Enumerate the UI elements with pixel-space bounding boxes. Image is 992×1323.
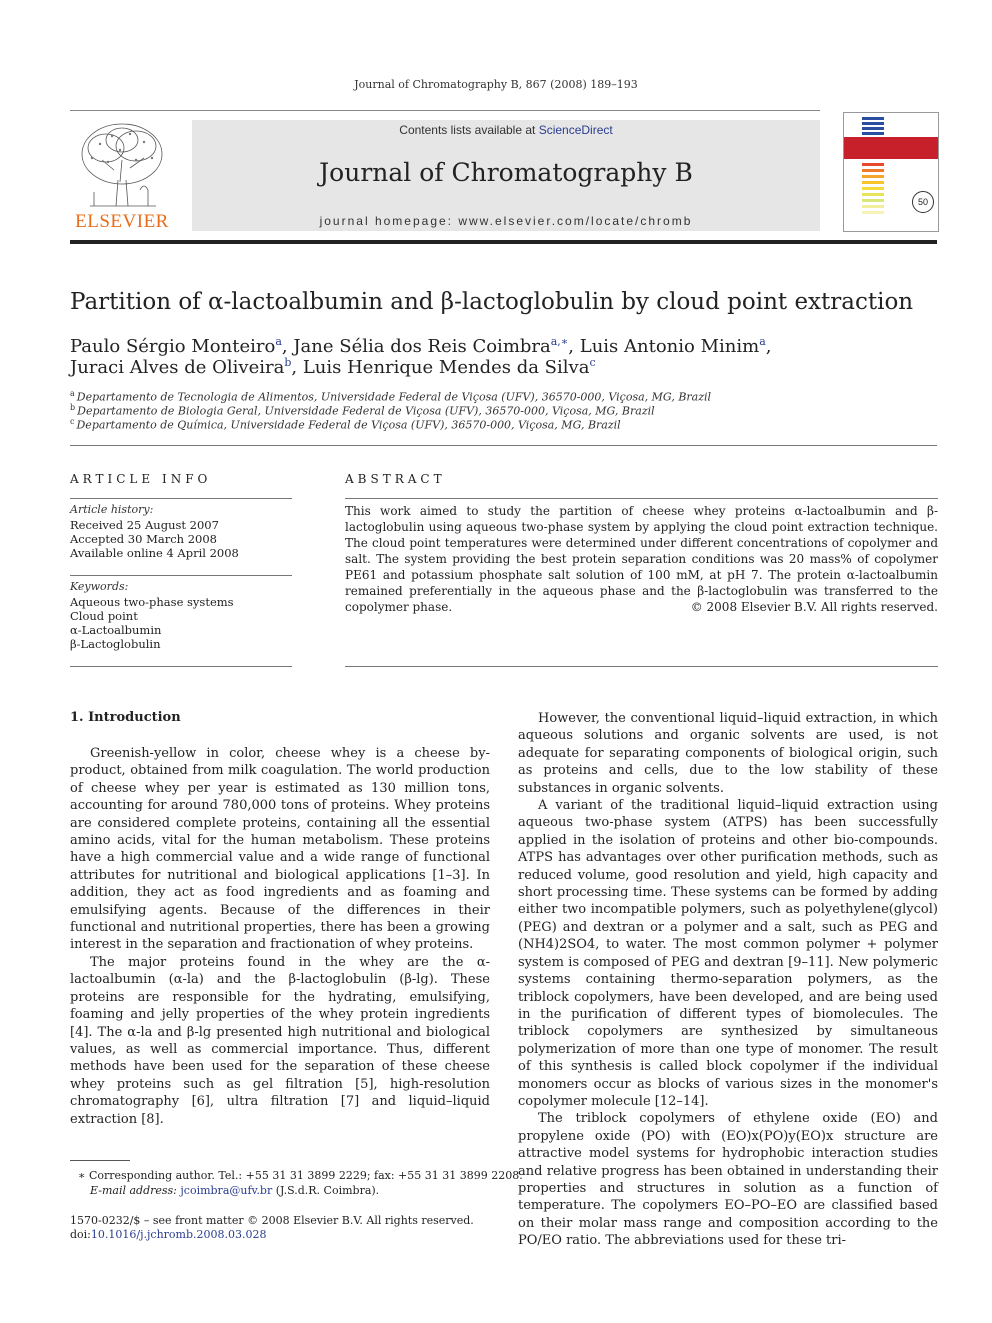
authors-line-2 [70, 356, 950, 378]
affiliation-b [70, 403, 950, 418]
affiliation-label: c [70, 417, 75, 426]
author-separator: , [765, 336, 772, 357]
history-label: Article history: [70, 503, 154, 516]
affiliation-ref[interactable]: a,∗ [550, 335, 569, 348]
running-head: Journal of Chromatography B, 867 (2008) 189–193 [354, 78, 638, 91]
journal-banner [192, 120, 820, 231]
journal-name: Journal of Chromatography B [319, 158, 693, 187]
header-rule [70, 110, 820, 111]
keyword: Cloud point [70, 609, 138, 623]
footnote-rule [70, 1160, 130, 1161]
journal-cover-thumbnail [843, 112, 939, 232]
keywords-rule [70, 575, 292, 576]
affiliation-ref[interactable]: a [759, 335, 766, 348]
email-label: E-mail address: [90, 1184, 181, 1197]
author-separator: , [568, 336, 575, 357]
header-thick-rule [70, 240, 937, 244]
affiliation-ref[interactable]: a [275, 335, 282, 348]
intro-paragraph: The major proteins found in the whey are the α-lactoalbumin (α-la) and the β-lactoglobulin (β-lg). These proteins are responsible for the hydrating, emulsifying, foaming and jelly properties of the whey protein ingredients [4]. The α-la and β-lg presented high nutritional and biological values, as well as commercial importance. Thus, different methods have been used for the separation of these cheese whey proteins such as gel filtration [5], high-resolution chromatography [6], ultra filtration [7] and liquid–liquid extraction [8]. [70, 954, 490, 1127]
article-info-rule [70, 498, 292, 499]
contents-prefix: Contents lists available at [399, 123, 539, 137]
affiliation-a [70, 389, 950, 404]
journal-homepage[interactable]: journal homepage: www.elsevier.com/locate/chromb [319, 214, 693, 228]
affiliation-c [70, 417, 950, 432]
abstract-heading: ABSTRACT [345, 472, 446, 486]
article-title: Partition of α-lactoalbumin and β-lactoglobulin by cloud point extraction [70, 289, 914, 315]
abstract-bottom-rule [345, 666, 938, 667]
intro-paragraph: The triblock copolymers of ethylene oxide (EO) and propylene oxide (PO) with (EO)x(PO)y(EO)x structure are attractive model systems for hydrophobic interaction studies and relative progress has been obtained in understanding their properties and structures in solution as a function of temperature. The copolymers EO–PO–EO are classified based on their molar mass range and composition according to the PO/EO ratio. The abbreviations used for these tri- [518, 1111, 938, 1249]
sciencedirect-link[interactable]: ScienceDirect [538, 123, 613, 137]
keyword: Aqueous two-phase systems [70, 595, 234, 609]
authors-line-1 [70, 335, 950, 357]
author-separator: , [281, 336, 288, 357]
abstract-copyright: © 2008 Elsevier B.V. All rights reserved. [690, 600, 938, 614]
affiliation-text: Departamento de Química, Universidade Federal de Viçosa (UFV), 36570-000, Viçosa, MG, Brazil [76, 418, 621, 432]
intro-paragraph: A variant of the traditional liquid–liquid extraction using aqueous two-phase system (ATPS) has been successfully applied in the isolation of proteins and other bio-compounds. ATPS has advantages over other purification methods, such as reduced volume, good resolution and yield, high capacity and short processing time. These systems can be formed by adding either two incompatible polymers, such as polyethylene(glycol) (PEG) and dextran or a polymer and a salt, such as PEG and (NH4)2SO4, to water. The most common polymer + polymer system is composed of PEG and dextran [9–11]. New polymeric systems containing thermo-separation polymers, as the triblock copolymers, have been developed, and are being used in the purification of different types of biomolecules. The triblock copolymers are synthesized by simultaneous polymerization of more than one type of monomer. The result of this synthesis is called block copolymer if the individual monomers occur as blocks of various sizes in the monomer's copolymer molecule [12–14]. [518, 798, 938, 1109]
affiliation-rule [70, 445, 937, 446]
affiliation-label: a [70, 389, 75, 398]
email-link[interactable]: jcoimbra@ufv.br [180, 1184, 273, 1197]
doi-line [70, 1228, 266, 1241]
article-info-heading: ARTICLE INFO [70, 472, 212, 486]
keyword: β-Lactoglobulin [70, 637, 161, 651]
author: Luis Antonio Minim [579, 336, 760, 357]
intro-heading: 1. Introduction [70, 710, 181, 725]
doi-label: doi: [70, 1228, 91, 1241]
keywords-label: Keywords: [70, 580, 129, 593]
author: Luis Henrique Mendes da Silva [302, 357, 590, 378]
affiliation-label: b [70, 403, 76, 412]
online-date: Available online 4 April 2008 [70, 546, 239, 560]
article-info-bottom-rule [70, 666, 292, 667]
email-suffix: (J.S.d.R. Coimbra). [272, 1184, 380, 1197]
intro-paragraph: Greenish-yellow in color, cheese whey is a cheese by-product, obtained from milk coagulation. The world production of cheese whey per year is estimated as 130 million tons, accounting for around 780,000 tons of proteins. Whey proteins are considered complete proteins, containing all the essential amino acids, vital for the human metabolism. These proteins have a high commercial value and a wide range of functional attributes for nutritional and biological applications [1–3]. In addition, they act as food ingredients and as foaming and emulsifying agents. Because of the differences in their functional and nutritional properties, there has been a growing interest in the separation and fractionation of whey proteins. [70, 746, 490, 953]
author: Paulo Sérgio Monteiro [70, 336, 276, 357]
abstract-text: This work aimed to study the partition of cheese whey proteins α-lactoalbumin and β-lactoglobulin using aqueous two-phase system by applying the cloud point extraction technique. The cloud point temperatures were determined under different concentrations of copolymer and salt. The system providing the best protein separation conditions was 20 mass% of copolymer PE61 and potassium phosphate salt solution of 100 mM, at pH 7. The protein α-lactoalbumin remained preferentially in the aqueous phase and the β-lactoglobulin was transferred to the copolymer phase. [345, 504, 938, 614]
accepted-date: Accepted 30 March 2008 [70, 532, 217, 546]
right-column [518, 710, 938, 1250]
issn-line: 1570-0232/$ – see front matter © 2008 Elsevier B.V. All rights reserved. [70, 1214, 474, 1227]
author: Juraci Alves de Oliveira [70, 357, 285, 378]
author: Jane Sélia dos Reis Coimbra [293, 336, 551, 357]
doi-link[interactable]: 10.1016/j.jchromb.2008.03.028 [90, 1228, 267, 1241]
affiliation-ref[interactable]: b [284, 356, 292, 369]
received-date: Received 25 August 2007 [70, 518, 219, 532]
author-separator: , [291, 357, 298, 378]
intro-paragraph: However, the conventional liquid–liquid extraction, in which aqueous solutions and organic solvents are used, is not adequate for separating components of biological origin, such as proteins and cells, due to the low stability of these substances in organic solvents. [518, 711, 938, 796]
keyword: α-Lactoalbumin [70, 623, 162, 637]
abstract-rule [345, 498, 938, 499]
publisher-name: ELSEVIER [75, 211, 169, 232]
cover-title-band [844, 137, 938, 159]
email-note [90, 1184, 379, 1197]
affiliation-ref[interactable]: c [589, 356, 596, 369]
affiliation-text: Departamento de Tecnologia de Alimentos, Universidade Federal de Viçosa (UFV), 36570-000, Viçosa, MG, Brazil [76, 390, 712, 404]
contents-line [192, 123, 820, 137]
left-column [70, 745, 490, 1128]
corresponding-author-note: ∗ Corresponding author. Tel.: +55 31 31 3899 2229; fax: +55 31 31 3899 2208. [78, 1169, 523, 1182]
affiliation-text: Departamento de Biologia Geral, Universidade Federal de Viçosa (UFV), 36570-000, Viçosa, MG, Brazil [77, 404, 655, 418]
cover-anniversary-badge: 50 [912, 191, 934, 213]
